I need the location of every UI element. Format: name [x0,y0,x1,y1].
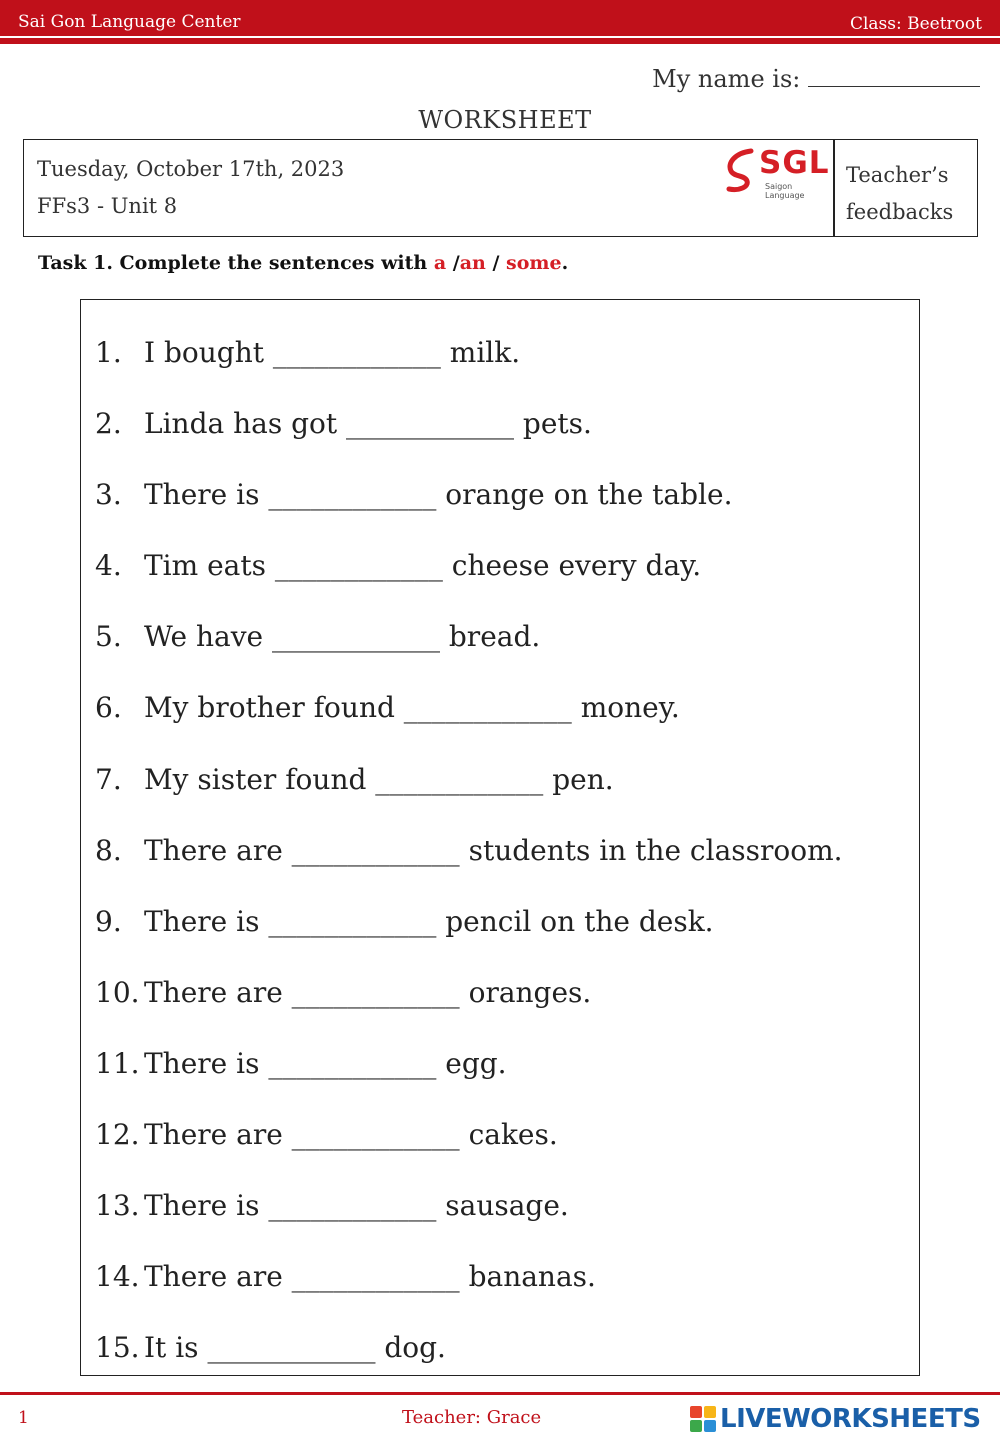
question-number: 12. [95,1118,140,1152]
question-number: 2. [95,407,122,441]
question-text: There is ____________ orange on the table. [144,478,733,512]
task-sep-2: / [485,252,507,274]
feedback-line-2: feedbacks [846,200,954,224]
name-label: My name is: [652,65,801,93]
sgl-logo [721,145,831,200]
question-number: 8. [95,833,122,867]
sgl-swirl-icon [721,145,761,193]
question-number: 9. [95,904,122,938]
teacher-name: Teacher: Grace [402,1407,542,1428]
name-input-blank[interactable] [808,64,980,87]
question-text: My sister found ____________ pen. [144,762,614,796]
question-number: 15. [95,1331,140,1365]
header-bar [0,0,1000,36]
task-option-an: an [459,252,486,274]
liveworksheets-grid-icon [690,1406,716,1432]
lesson-date: Tuesday, October 17th, 2023 [37,157,345,181]
info-divider [833,140,835,236]
question-number: 14. [95,1260,140,1294]
question-text: It is ____________ dog. [144,1331,446,1365]
question-text: There is ____________ pencil on the desk. [144,904,714,938]
task-instruction [38,252,568,274]
question-text: There is ____________ sausage. [144,1189,569,1223]
question-text: Tim eats ____________ cheese every day. [144,549,702,583]
question-number: 3. [95,478,122,512]
class-label: Class: Beetroot [849,14,982,34]
center-name: Sai Gon Language Center [18,12,241,32]
lesson-unit: FFs3 - Unit 8 [37,194,178,218]
task-suffix: . [561,252,569,274]
question-number: 5. [95,620,122,654]
liveworksheets-logo[interactable] [690,1404,990,1436]
teacher-feedback-label [846,157,953,231]
question-number: 1. [95,336,122,369]
question-text: There is ____________ egg. [144,1046,507,1080]
question-number: 11. [95,1046,140,1080]
page-number: 1 [18,1408,29,1428]
questions-box [80,299,920,1376]
question-text: There are ____________ bananas. [144,1260,596,1294]
task-sep-1: / [446,252,460,274]
question-text: My brother found ____________ money. [144,691,680,725]
task-prefix: Task 1. Complete the sentences with [38,252,434,274]
question-number: 13. [95,1189,140,1223]
liveworksheets-text: LIVEWORKSHEETS [720,1404,981,1434]
info-box [23,139,978,237]
footer-divider [0,1392,1000,1395]
worksheet-title: WORKSHEET [418,106,592,134]
question-text: Linda has got ____________ pets. [144,407,592,441]
header-divider [0,38,1000,44]
task-option-a: a [433,252,447,274]
logo-text: SGL [759,145,830,181]
task-option-some: some [506,252,562,274]
logo-subtext: Saigon Language [765,182,805,200]
question-text: There are ____________ cakes. [144,1118,558,1152]
feedback-line-1: Teacher’s [846,163,949,187]
question-text: We have ____________ bread. [144,620,541,654]
question-number: 10. [95,975,140,1009]
name-field [652,64,980,93]
question-number: 4. [95,549,122,583]
question-text: I bought ____________ milk. [144,336,521,369]
question-text: There are ____________ students in the classroom. [144,833,843,867]
question-text: There are ____________ oranges. [144,975,592,1009]
question-number: 7. [95,762,122,796]
question-number: 6. [95,691,122,725]
